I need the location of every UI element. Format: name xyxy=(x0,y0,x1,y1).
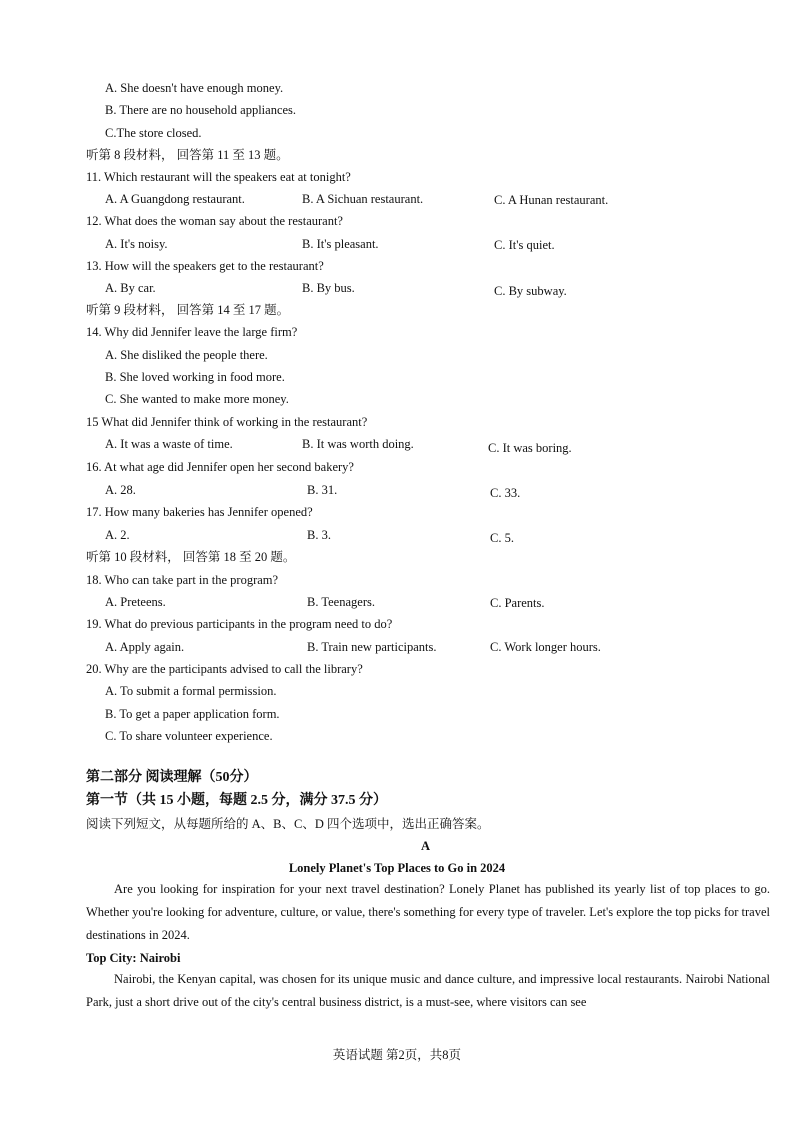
q20-option-b: B. To get a paper application form. xyxy=(105,707,280,721)
q13-stem: 13. How will the speakers get to the restaurant? xyxy=(86,259,324,273)
q12-option-c: C. It's quiet. xyxy=(494,238,555,252)
q16-option-b: B. 31. xyxy=(307,483,338,497)
reading-instruction: 阅读下列短文，从每题所给的 A、B、C、D 四个选项中，选出正确答案。 xyxy=(86,817,490,831)
q14-option-b: B. She loved working in food more. xyxy=(105,370,285,384)
q20-option-a: A. To submit a formal permission. xyxy=(105,684,277,698)
section-heading: 第一节（共 15 小题，每题 2.5 分，满分 37.5 分） xyxy=(86,793,387,808)
q16-option-c: C. 33. xyxy=(490,486,521,500)
q14-option-c: C. She wanted to make more money. xyxy=(105,392,289,406)
q17-option-b: B. 3. xyxy=(307,528,331,542)
q13-option-b: B. By bus. xyxy=(302,281,355,295)
instruction-passage-10: 听第 10 段材料， 回答第 18 至 20 题。 xyxy=(86,550,296,564)
q14-option-a: A. She disliked the people there. xyxy=(105,348,268,362)
passage-title: Lonely Planet's Top Places to Go in 2024 xyxy=(288,861,506,875)
q13-option-a: A. By car. xyxy=(105,281,156,295)
passage-paragraph-2: Nairobi, the Kenyan capital, was chosen for its unique music and dance culture, and impressive local restaurants. Nairobi National Park, just a short drive out of the city's central business district, is a must-see, where visitors can see xyxy=(86,972,770,1009)
q14-stem: 14. Why did Jennifer leave the large firm? xyxy=(86,325,298,339)
q17-option-a: A. 2. xyxy=(105,528,130,542)
passage-subheading: Top City: Nairobi xyxy=(86,951,181,965)
q11-option-a: A. A Guangdong restaurant. xyxy=(105,192,245,206)
page-footer: 英语试题 第2页，共8页 xyxy=(332,1048,462,1062)
q17-option-c: C. 5. xyxy=(490,531,514,545)
q12-option-a: A. It's noisy. xyxy=(105,237,168,251)
part-heading: 第二部分 阅读理解（50分） xyxy=(86,770,258,785)
instruction-passage-9: 听第 9 段材料， 回答第 14 至 17 题。 xyxy=(86,303,290,317)
q13-option-c: C. By subway. xyxy=(494,284,567,298)
instruction-passage-8: 听第 8 段材料， 回答第 11 至 13 题。 xyxy=(86,148,289,162)
q10-option-b: B. There are no household appliances. xyxy=(105,103,297,117)
q20-stem: 20. Why are the participants advised to call the library? xyxy=(86,662,363,676)
passage-paragraph-1: Are you looking for inspiration for your next travel destination? Lonely Planet has published its yearly list of top places to go. Whether you're looking for adventure, culture, or value, there's something for every type of traveler. Let's explore the top picks for travel destinations in 2024. xyxy=(86,882,770,942)
q19-option-b: B. Train new participants. xyxy=(307,640,437,654)
q15-option-c: C. It was boring. xyxy=(488,441,572,455)
q10-option-a: A. She doesn't have enough money. xyxy=(105,81,284,95)
q10-option-c: C.The store closed. xyxy=(105,126,202,140)
q15-option-a: A. It was a waste of time. xyxy=(105,437,233,451)
q11-option-c: C. A Hunan restaurant. xyxy=(494,193,609,207)
q11-stem: 11. Which restaurant will the speakers eat at tonight? xyxy=(86,170,351,184)
q20-option-c: C. To share volunteer experience. xyxy=(105,729,273,743)
q19-option-c: C. Work longer hours. xyxy=(490,640,601,654)
q17-stem: 17. How many bakeries has Jennifer opened? xyxy=(86,505,313,519)
q15-stem: 15 What did Jennifer think of working in the restaurant? xyxy=(86,415,368,429)
q12-option-b: B. It's pleasant. xyxy=(302,237,379,251)
q19-stem: 19. What do previous participants in the program need to do? xyxy=(86,617,393,631)
q18-option-a: A. Preteens. xyxy=(105,595,166,609)
q11-option-b: B. A Sichuan restaurant. xyxy=(302,192,424,206)
q18-stem: 18. Who can take part in the program? xyxy=(86,573,279,587)
passage-letter: A xyxy=(421,839,431,853)
q15-option-b: B. It was worth doing. xyxy=(302,437,414,451)
q18-option-b: B. Teenagers. xyxy=(307,595,375,609)
q16-option-a: A. 28. xyxy=(105,483,136,497)
q19-option-a: A. Apply again. xyxy=(105,640,185,654)
q12-stem: 12. What does the woman say about the restaurant? xyxy=(86,214,343,228)
q16-stem: 16. At what age did Jennifer open her second bakery? xyxy=(86,460,354,474)
q18-option-c: C. Parents. xyxy=(490,596,545,610)
